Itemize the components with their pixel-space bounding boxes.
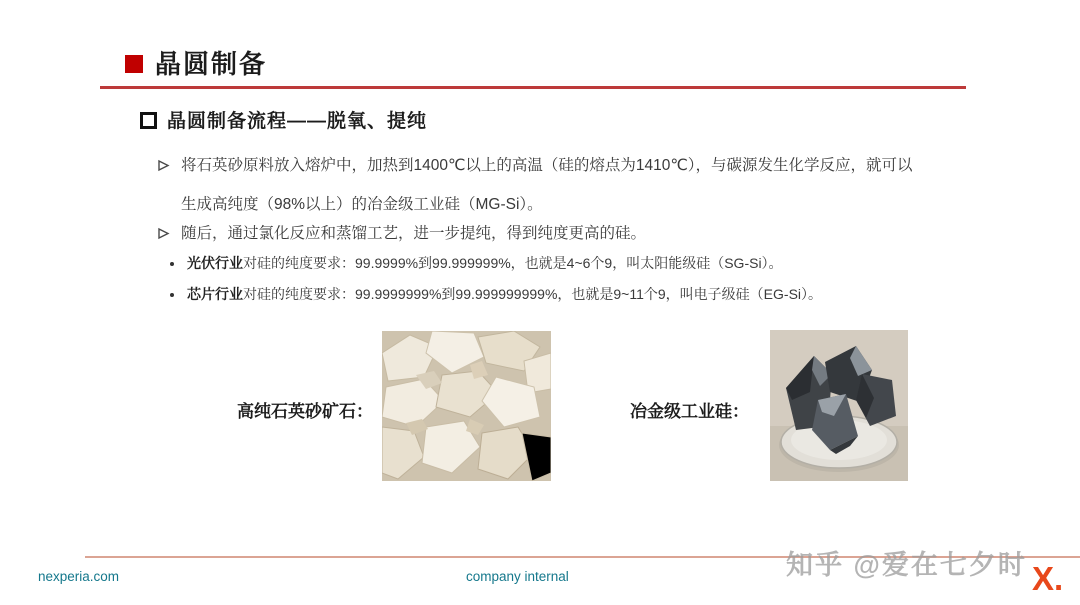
section-subtitle: 晶圆制备流程——脱氧、提纯 bbox=[167, 111, 428, 132]
sub-bullet-item-solar bbox=[170, 254, 867, 273]
figure-caption-silicon: 冶金级工业硅： bbox=[630, 402, 749, 421]
nexperia-logo: X. bbox=[1032, 560, 1064, 597]
red-square-bullet-icon bbox=[125, 55, 143, 73]
sub-bullet-text: 光伏行业对硅的纯度要求：99.9999%到99.999999%，也就是4~6个9，叫太阳能级硅（SG-Si）。 bbox=[187, 255, 783, 271]
bullet-text: 随后，通过氯化反应和蒸馏工艺，进一步提纯，得到纯度更高的硅。 bbox=[181, 225, 647, 242]
dot-bullet-icon bbox=[170, 293, 174, 297]
arrowhead-bullet-icon bbox=[157, 159, 170, 172]
sub-bullet-text: 芯片行业对硅的纯度要求：99.9999999%到99.999999999%，也就是9~11个9，叫电子级硅（EG-Si）。 bbox=[187, 286, 823, 302]
page-title: 晶圆制备 bbox=[155, 49, 268, 79]
sub-bullet-lead: 芯片行业 bbox=[187, 286, 243, 302]
hollow-square-bullet-icon bbox=[140, 112, 157, 129]
metallurgical-silicon-photo bbox=[770, 330, 908, 481]
footer-site-url: nexperia.com bbox=[38, 569, 120, 584]
bullet-item-smelting bbox=[157, 146, 913, 224]
dot-bullet-icon bbox=[170, 262, 174, 266]
zhihu-watermark: 知乎 @爱在七夕时 bbox=[786, 550, 1027, 580]
title-divider-line bbox=[100, 86, 966, 89]
title-row bbox=[125, 44, 267, 81]
quartz-sand-ore-photo bbox=[382, 331, 551, 481]
bullet-item-purification bbox=[157, 223, 913, 245]
arrowhead-bullet-icon bbox=[157, 227, 170, 240]
footer-confidentiality-label: company internal bbox=[466, 569, 569, 584]
bullet-text: 将石英砂原料放入熔炉中，加热到1400℃以上的高温（硅的熔点为1410℃），与碳源发生化学反应，就可以生成高纯度（98%以上）的冶金级工业硅（MG-Si）。 bbox=[181, 157, 913, 213]
figure-caption-quartz: 高纯石英砂矿石： bbox=[237, 402, 373, 421]
sub-bullet-lead: 光伏行业 bbox=[187, 255, 243, 271]
subtitle-row bbox=[140, 106, 427, 133]
sub-bullet-item-chip bbox=[170, 285, 867, 304]
